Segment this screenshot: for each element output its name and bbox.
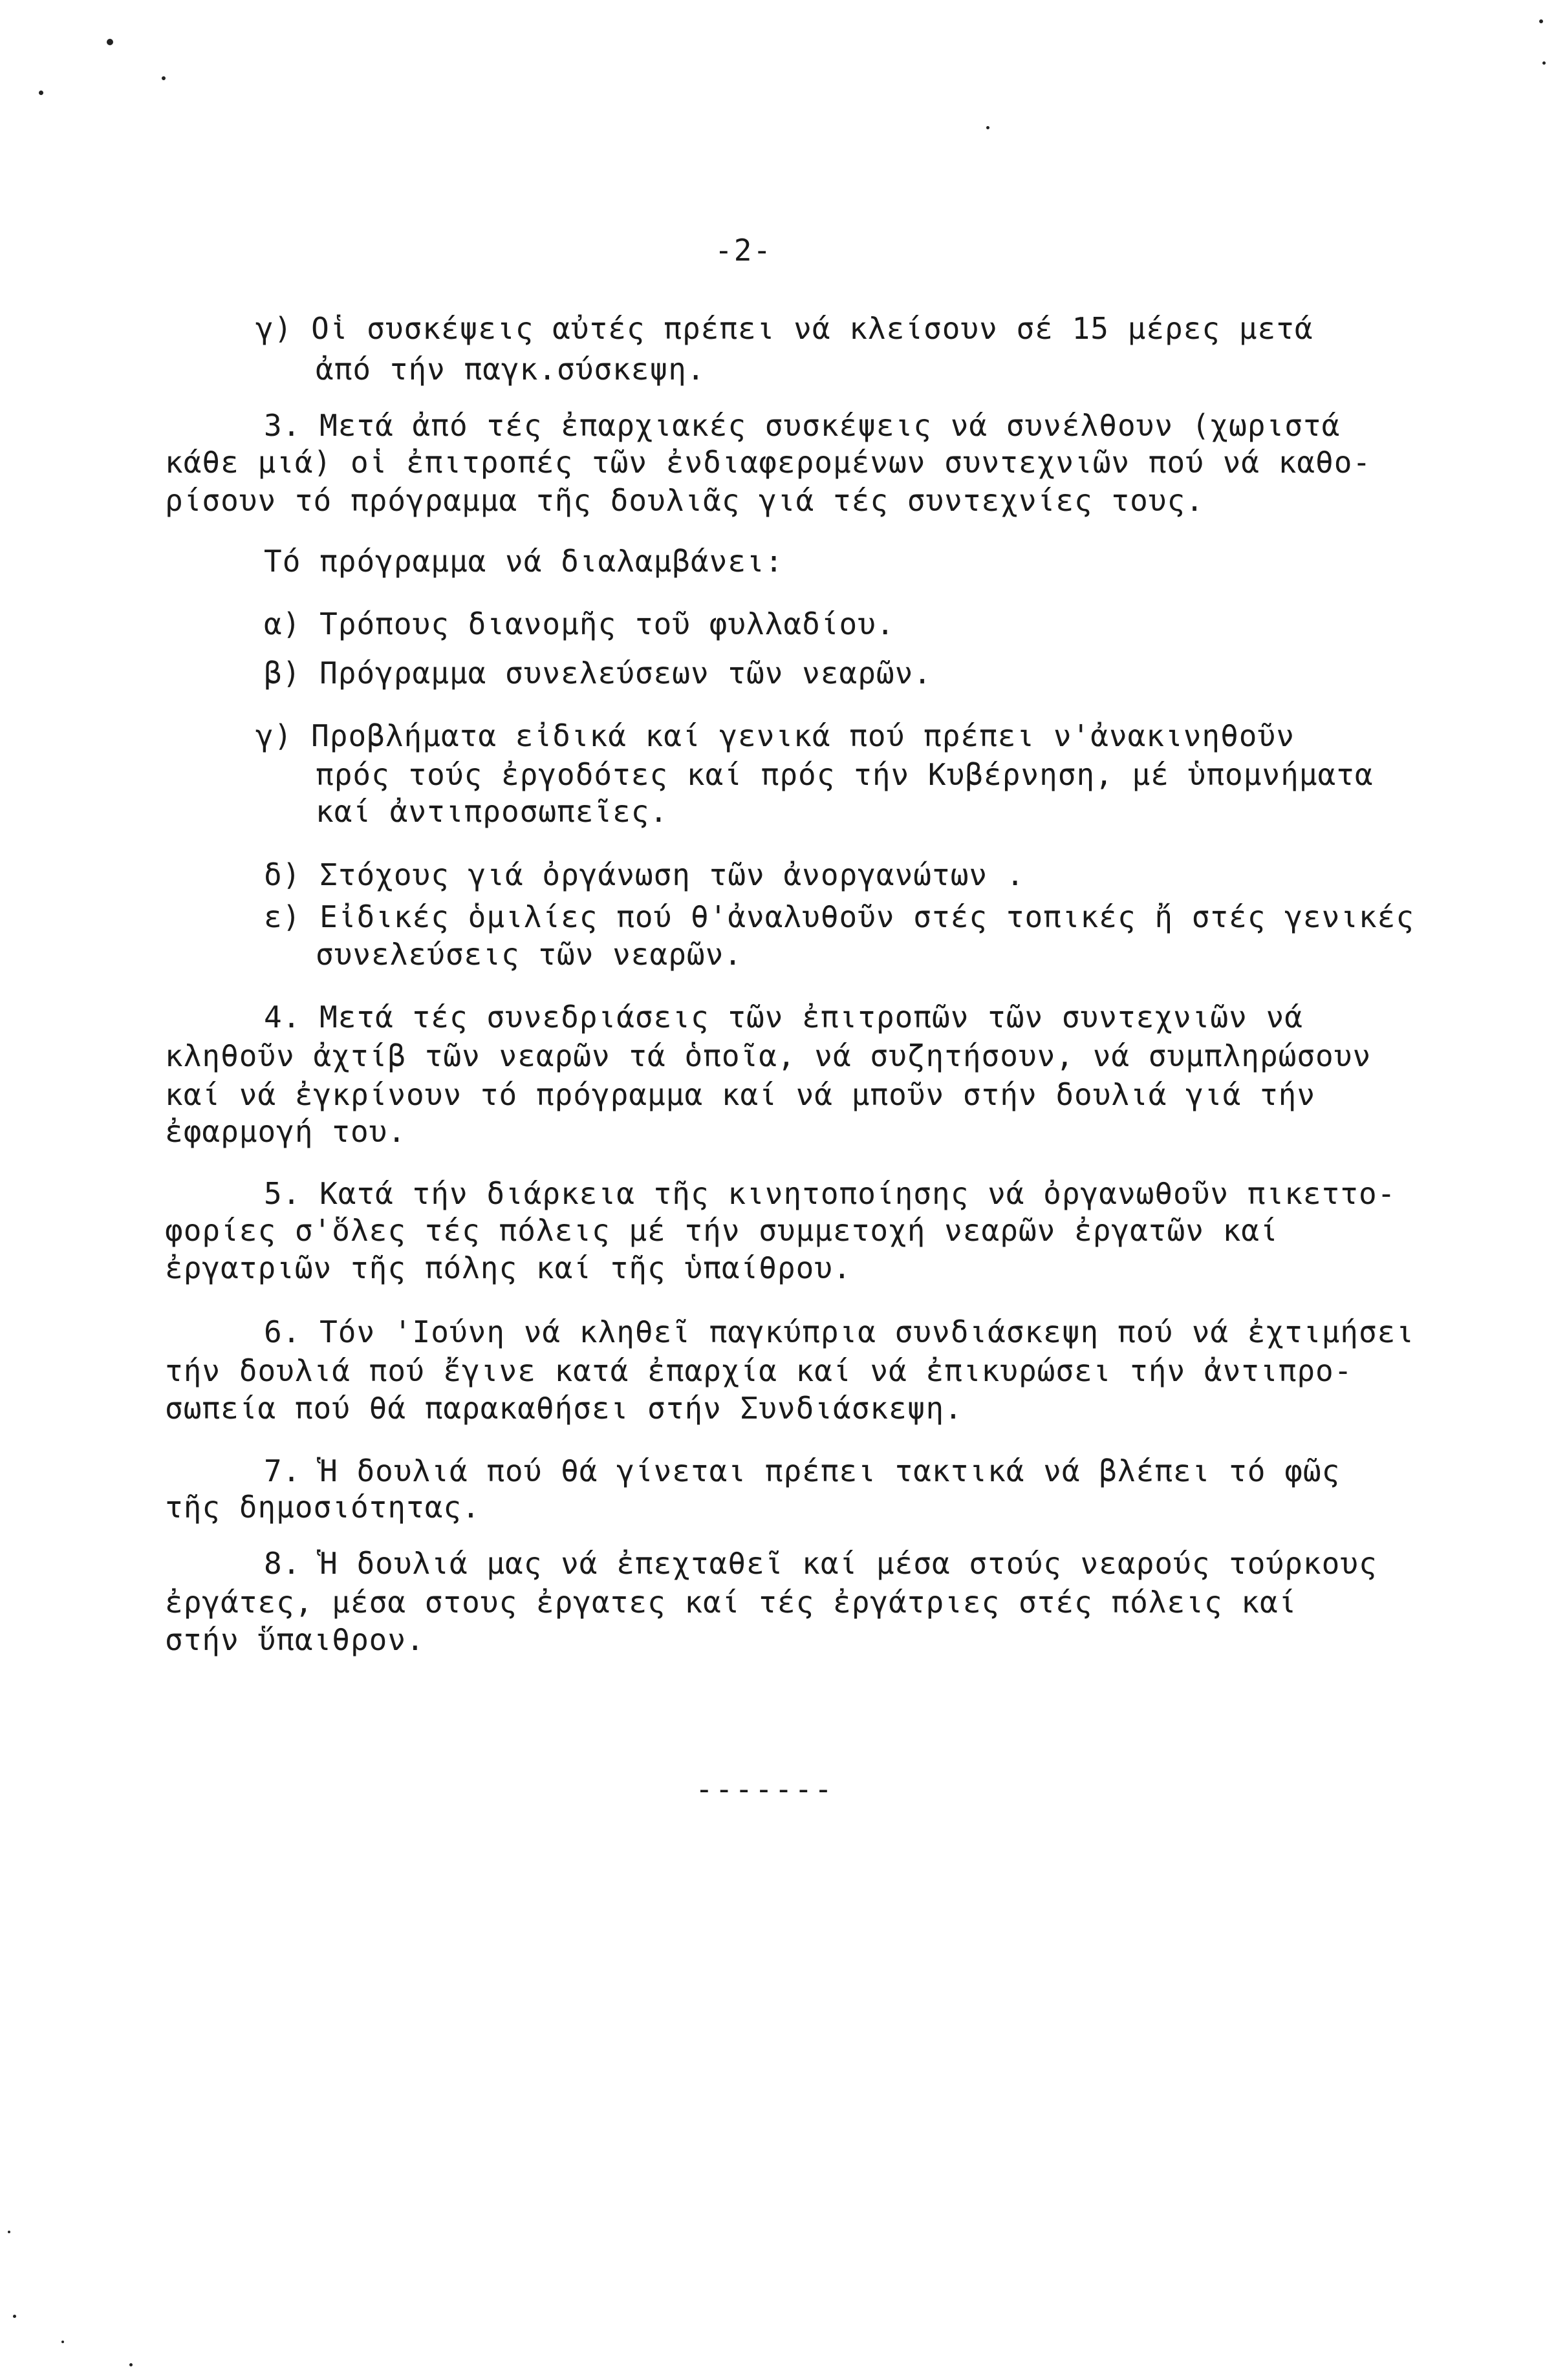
text-line: γ) Προβλήματα εἰδικά καί γενικά πού πρέπει ν'ἀνακινηθοῦν	[255, 718, 1295, 753]
scan-speck	[986, 126, 989, 129]
text-line: σωπεία πού θά παρακαθήσει στήν Συνδιάσκεψη.	[165, 1391, 963, 1426]
text-line: φορίες σ'ὅλες τές πόλεις μέ τήν συμμετοχή νεαρῶν ἐργατῶν καί	[165, 1213, 1279, 1248]
text-line: στήν ὕπαιθρον.	[165, 1622, 425, 1657]
text-line: πρός τούς ἐργοδότες καί πρός τήν Κυβέρνηση, μέ ὑπομνήματα	[316, 757, 1374, 792]
scan-speck	[1539, 19, 1543, 23]
text-line: 4. Μετά τές συνεδριάσεις τῶν ἐπιτροπῶν τῶν συντεχνιῶν νά	[264, 1000, 1303, 1035]
closing-rule: -------	[695, 1772, 834, 1806]
scan-speck	[13, 2315, 16, 2318]
text-line: 8. Ἡ δουλιά μας νά ἐπεχταθεῖ καί μέσα στούς νεαρούς τούρκους	[264, 1546, 1378, 1581]
text-line: 5. Κατά τήν διάρκεια τῆς κινητοποίησης νά ὀργανωθοῦν πικεττο-	[264, 1176, 1396, 1211]
text-line: τῆς δημοσιότητας.	[165, 1490, 481, 1525]
text-line: κάθε μιά) οἱ ἐπιτροπές τῶν ἐνδιαφερομένων συντεχνιῶν πού νά καθο-	[165, 445, 1372, 480]
text-line: ἐφαρμογή του.	[165, 1114, 407, 1149]
text-line: ε) Εἰδικές ὁμιλίες πού θ'ἀναλυθοῦν στές τοπικές ἤ στές γενικές	[264, 899, 1415, 934]
page-number: -2-	[715, 233, 773, 268]
scan-speck	[8, 2231, 10, 2233]
scan-speck	[129, 2363, 133, 2366]
scan-speck	[107, 39, 113, 45]
text-line: α) Τρόπους διανομῆς τοῦ φυλλαδίου.	[264, 606, 895, 641]
text-line: ἐργάτες, μέσα στους ἐργατες καί τές ἐργάτριες στές πόλεις καί	[165, 1585, 1297, 1620]
text-line: 6. Τόν 'Ιούνη νά κληθεῖ παγκύπρια συνδιάσκεψη πού νά ἐχτιμήσει	[264, 1314, 1415, 1349]
text-line: ρίσουν τό πρόγραμμα τῆς δουλιᾶς γιά τές συντεχνίες τους.	[165, 483, 1204, 518]
text-line: 3. Μετά ἀπό τές ἐπαρχιακές συσκέψεις νά συνέλθουν (χωριστά	[264, 408, 1341, 443]
scan-speck	[162, 76, 166, 80]
text-line: κληθοῦν ἀχτίβ τῶν νεαρῶν τά ὁποῖα, νά συζητήσουν, νά συμπληρώσουν	[165, 1038, 1372, 1073]
text-line: καί νά ἐγκρίνουν τό πρόγραμμα καί νά μποῦν στήν δουλιά γιά τήν	[165, 1077, 1316, 1112]
scan-speck	[61, 2341, 64, 2343]
text-line: γ) Οἱ συσκέψεις αὐτές πρέπει νά κλείσουν σέ 15 μέρες μετά	[255, 311, 1313, 346]
text-line: β) Πρόγραμμα συνελεύσεων τῶν νεαρῶν.	[264, 656, 932, 691]
text-line: συνελεύσεις τῶν νεαρῶν.	[316, 937, 742, 972]
text-line: καί ἀντιπροσωπεῖες.	[316, 794, 669, 829]
scan-speck	[39, 91, 43, 95]
text-line: ἐργατριῶν τῆς πόλης καί τῆς ὑπαίθρου.	[165, 1250, 852, 1285]
text-line: ἀπό τήν παγκ.σύσκεψη.	[316, 352, 706, 387]
text-line: τήν δουλιά πού ἔγινε κατά ἐπαρχία καί νά ἐπικυρώσει τήν ἀντιπρο-	[165, 1353, 1353, 1388]
scan-speck	[1542, 61, 1546, 65]
text-line: Τό πρόγραμμα νά διαλαμβάνει:	[264, 544, 784, 579]
text-line: δ) Στόχους γιά ὀργάνωση τῶν ἀνοργανώτων .	[264, 857, 1025, 892]
text-line: 7. Ἡ δουλιά πού θά γίνεται πρέπει τακτικά νά βλέπει τό φῶς	[264, 1453, 1341, 1488]
